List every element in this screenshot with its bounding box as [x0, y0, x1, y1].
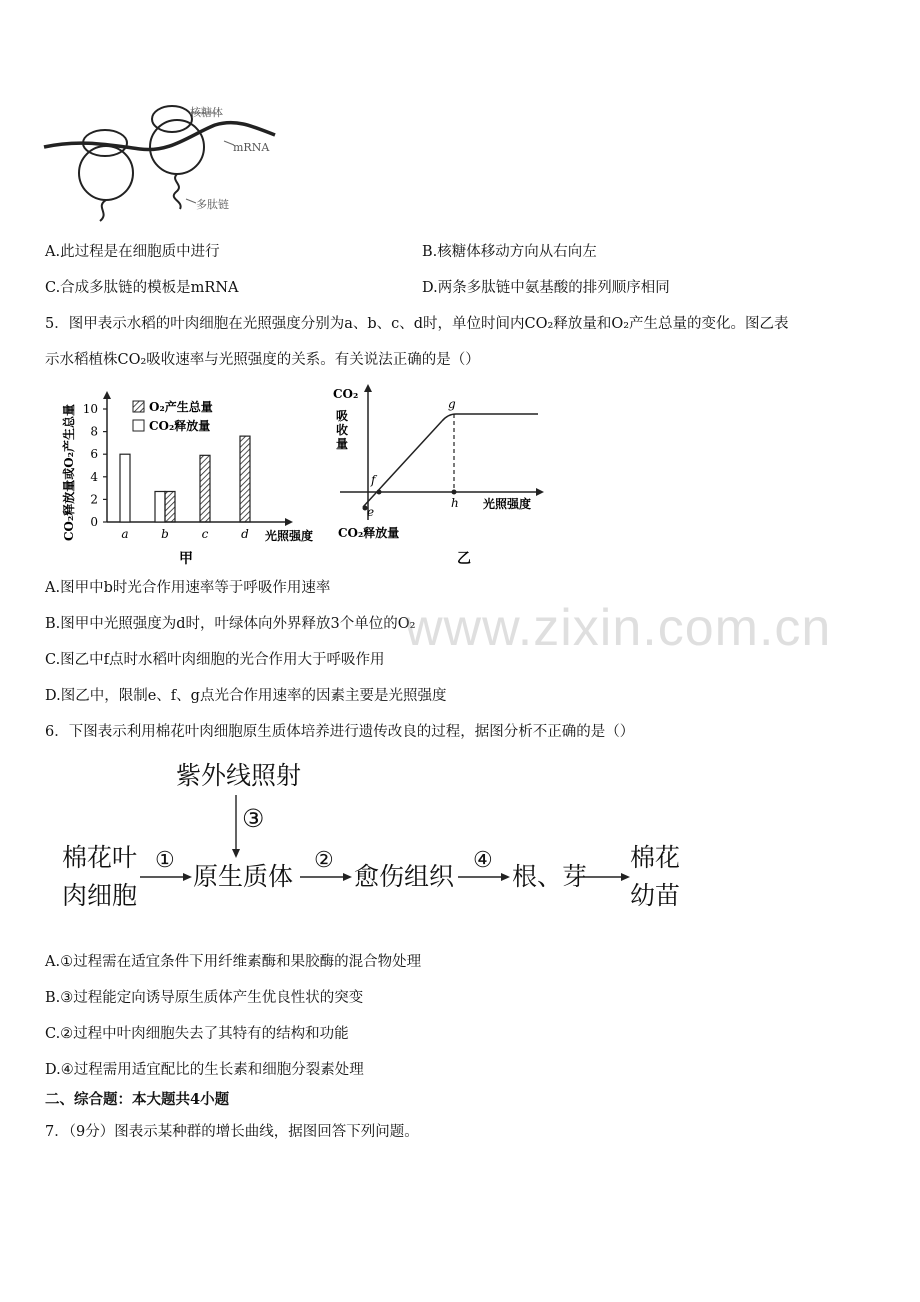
jia-ytick-label: 2: [90, 492, 98, 507]
legend-swatch-o2: [133, 401, 144, 412]
q6-option-d: D.④过程需用适宜配比的生长素和细胞分裂素处理: [45, 1062, 364, 1078]
flow-root-bud: 根、芽: [512, 862, 588, 891]
bar-o2-c: [200, 455, 210, 522]
jia-category-a: a: [121, 527, 129, 541]
flow-arrow-4: [458, 870, 510, 884]
flow-arrow-2: [300, 870, 352, 884]
q6-stem: 6．下图表示利用棉花叶肉细胞原生质体培养进行遗传改良的过程，据图分析不正确的是（）: [45, 724, 635, 740]
flow-end-line2: 幼苗: [630, 881, 681, 910]
yi-curve-plateau: [442, 414, 538, 421]
q5-option-a: A.图甲中b时光合作用速率等于呼吸作用速率: [45, 580, 331, 596]
q4-option-a: A.此过程是在细胞质中进行: [45, 244, 220, 260]
point-f: [377, 490, 382, 495]
flow-start-line1: 棉花叶: [62, 843, 138, 872]
q5-option-d: D.图乙中，限制e、f、g点光合作用速率的因素主要是光照强度: [45, 688, 447, 704]
chart-jia: [55, 383, 335, 568]
q5-option-c: C.图乙中f点时水稻叶肉细胞的光合作用大于呼吸作用: [45, 652, 385, 668]
jia-ytick-label: 10: [82, 402, 98, 416]
flow-step2: ②: [314, 848, 334, 873]
ribosome-diagram: [40, 95, 280, 230]
peptide-chain-right: [174, 174, 181, 209]
ribosome-large-subunit-right: [150, 120, 204, 174]
jia-title: 甲: [179, 551, 193, 567]
q6-option-c: C.②过程中叶肉细胞失去了其特有的结构和功能: [45, 1026, 349, 1042]
section-2-heading: 二、综合题：本大题共4小题: [45, 1091, 230, 1108]
yi-ylabel-top: CO₂: [333, 387, 359, 401]
yi-ylabel-bottom: CO₂释放量: [338, 526, 400, 540]
watermark: www.zixin.com.cn: [405, 599, 832, 657]
jia-xlabel: 光照强度: [265, 529, 314, 543]
bar-co2-a: [120, 454, 130, 522]
chart-yi: [330, 380, 560, 570]
flow-arrow-5: [578, 870, 630, 884]
jia-ytick-label: 0: [90, 515, 98, 529]
q5-option-b: B.图甲中光照强度为d时，叶绿体向外界释放3个单位的O₂: [45, 616, 416, 632]
q6-option-b: B.③过程能定向诱导原生质体产生优良性状的突变: [45, 990, 364, 1006]
jia-category-b: b: [161, 527, 169, 541]
yi-title: 乙: [457, 551, 471, 567]
q7-stem: 7．（9分）图表示某种群的增长曲线，据图回答下列问题。: [45, 1124, 419, 1140]
label-h: h: [451, 496, 459, 510]
legend-o2: O₂产生总量: [149, 400, 213, 414]
flow-callus: 愈伤组织: [354, 862, 455, 891]
flow-step3: ③: [242, 804, 265, 833]
jia-ytick-label: 8: [90, 424, 98, 439]
jia-ytick-label: 6: [90, 447, 98, 462]
q4-option-d: D.两条多肽链中氨基酸的排列顺序相同: [422, 280, 670, 296]
flow-step4: ④: [473, 848, 493, 873]
q6-option-a: A.①过程需在适宜条件下用纤维素酶和果胶酶的混合物处理: [45, 954, 422, 970]
jia-ytick-label: 4: [90, 469, 98, 484]
yi-ylabel-mid-3: 量: [336, 437, 349, 451]
flow-uv: 紫外线照射: [176, 761, 302, 790]
legend-swatch-co2: [133, 420, 144, 431]
peptide-chain-left: [100, 200, 106, 221]
jia-ylabel: CO₂释放量或O₂产生总量: [62, 404, 76, 541]
yi-curve-rising: [363, 421, 442, 507]
label-f: f: [371, 473, 376, 487]
label-ribosome: 核糖体: [190, 106, 223, 119]
flow-start-line2: 肉细胞: [62, 881, 138, 910]
yi-ylabel-mid-2: 收: [336, 423, 349, 437]
q4-option-c: C.合成多肽链的模板是mRNA: [45, 280, 239, 296]
label-g: g: [448, 397, 456, 411]
flow-end-line1: 棉花: [630, 843, 681, 872]
flow-step1: ①: [155, 848, 175, 873]
bar-co2-b: [155, 491, 165, 522]
q4-option-b: B.核糖体移动方向从右向左: [422, 244, 597, 260]
label-e: e: [367, 505, 375, 519]
q5-stem-line1: 5．图甲表示水稻的叶肉细胞在光照强度分别为a、b、c、d时，单位时间内CO₂释放量和O₂产生总量的变化。图乙表: [45, 316, 789, 332]
label-peptide: 多肽链: [196, 198, 229, 211]
jia-category-c: c: [201, 527, 209, 541]
yi-xlabel: 光照强度: [483, 497, 532, 511]
q5-stem-line2: 示水稻植株CO₂吸收速率与光照强度的关系。有关说法正确的是（）: [45, 352, 480, 368]
flow-arrow-1: [140, 870, 192, 884]
ribosome-large-subunit-left: [79, 146, 133, 200]
jia-category-d: d: [241, 527, 249, 541]
yi-ylabel-mid-1: 吸: [336, 409, 349, 423]
point-h: [452, 490, 457, 495]
bar-o2-d: [240, 436, 250, 522]
bar-o2-b: [165, 491, 175, 522]
legend-co2: CO₂释放量: [149, 419, 211, 433]
label-mrna: mRNA: [233, 141, 270, 154]
flow-protoplast: 原生质体: [193, 862, 294, 891]
